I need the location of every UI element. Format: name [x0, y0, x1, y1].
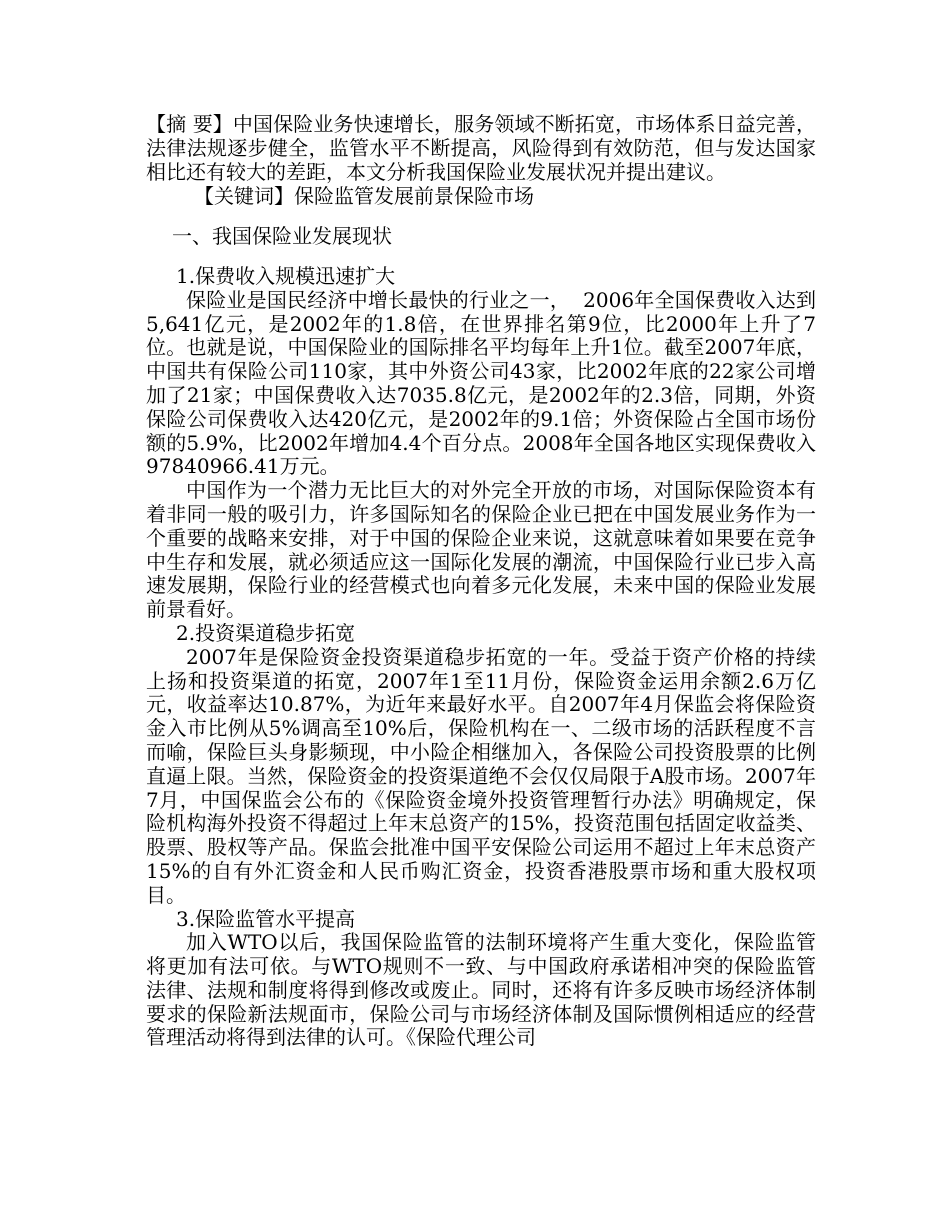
- body-paragraph: 保险业是国民经济中增长最快的行业之一， 2006年全国保费收入达到5,641亿元，是2002年的1.8倍，在世界排名第9位，比2000年上升了7位。也就是说，中国保险业的国际排名平均每年上升1位。截至2007年底，中国共有保险公司110家，其中外资公司43家，比2002年底的22家公司增加了21家；中国保费收入达7035.8亿元，是2002年的2.3倍，同期，外资保险公司保费收入达420亿元，是2002年的9.1倍；外资保险占全国市场份额的5.9%，比2002年增加4.4个百分点。2008年全国各地区实现保费收入97840966.41万元。: [146, 287, 816, 479]
- body-paragraph: 加入WTO以后，我国保险监管的法制环境将产生重大变化，保险监管将更加有法可依。与WTO规则不一致、与中国政府承诺相冲突的保险监管法律、法规和制度将得到修改或废止。同时，还将有许多反映市场经济体制要求的保险新法规面市，保险公司与市场经济体制及国际惯例相适应的经营管理活动将得到法律的认可。《保险代理公司: [146, 930, 816, 1050]
- subsection-heading: 1.保费收入规模迅速扩大: [176, 263, 396, 288]
- abstract-paragraph: 【摘 要】中国保险业务快速增长，服务领域不断拓宽，市场体系日益完善，法律法规逐步健全，监管水平不断提高，风险得到有效防范，但与发达国家相比还有较大的差距，本文分析我国保险业发展状况并提出建议。: [146, 112, 816, 184]
- subsection-heading: 3.保险监管水平提高: [176, 906, 356, 931]
- document-body: [146, 113, 816, 1050]
- section-heading: 一、我国保险业发展现状: [172, 224, 392, 249]
- keywords-line: 【关键词】保险监管发展前景保险市场: [194, 184, 534, 209]
- subsection-heading: 2.投资渠道稳步拓宽: [176, 620, 356, 645]
- body-paragraph: 中国作为一个潜力无比巨大的对外完全开放的市场，对国际保险资本有着非同一般的吸引力，许多国际知名的保险企业已把在中国发展业务作为一个重要的战略来安排，对于中国的保险企业来说，这就意味着如果要在竞争中生存和发展，就必须适应这一国际化发展的潮流，中国保险行业已步入高速发展期，保险行业的经营模式也向着多元化发展，未来中国的保险业发展前景看好。: [146, 478, 816, 622]
- body-paragraph: 2007年是保险资金投资渠道稳步拓宽的一年。受益于资产价格的持续上扬和投资渠道的拓宽，2007年1至11月份，保险资金运用余额2.6万亿元，收益率达10.87%，为近年来最好水平。自2007年4月保监会将保险资金入市比例从5%调高至10%后，保险机构在一、二级市场的活跃程度不言而喻，保险巨头身影频现，中小险企相继加入，各保险公司投资股票的比例直逼上限。当然，保险资金的投资渠道绝不会仅仅局限于A股市场。2007年7月，中国保监会公布的《保险资金境外投资管理暂行办法》明确规定，保险机构海外投资不得超过上年末总资产的15%，投资范围包括固定收益类、股票、股权等产品。保监会批准中国平安保险公司运用不超过上年末总资产15%的自有外汇资金和人民币购汇资金，投资香港股票市场和重大股权项目。: [146, 644, 816, 907]
